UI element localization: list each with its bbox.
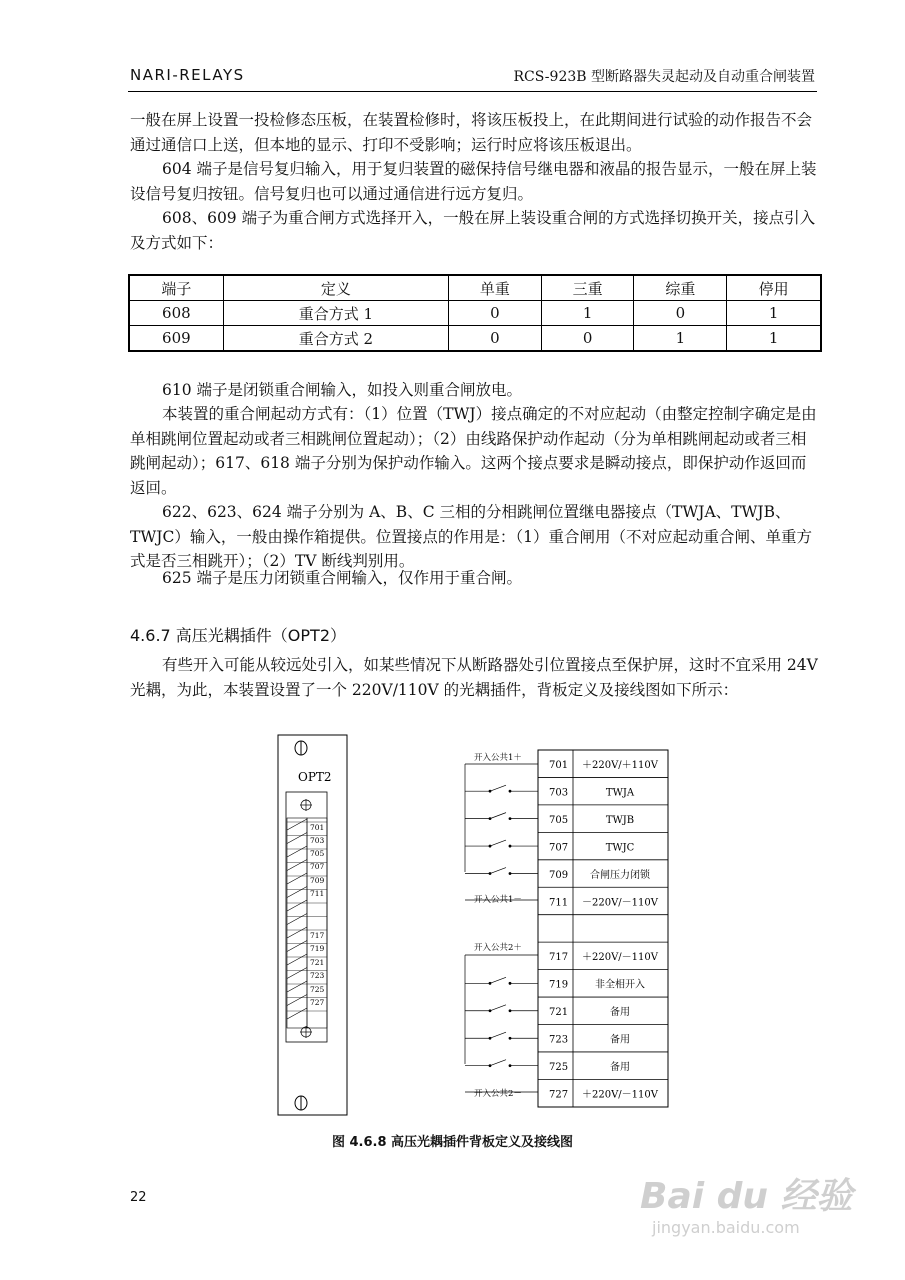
terminal-number: 701 (549, 760, 569, 771)
table-cell: 1 (727, 326, 821, 352)
switch-node (489, 1009, 492, 1012)
terminal-definition: 备用 (610, 1061, 630, 1073)
table-cell: 608 (129, 301, 223, 326)
switch-contact (490, 1005, 506, 1011)
switch-node (509, 790, 512, 793)
switch-contact (490, 813, 506, 819)
wiring-diagram (465, 750, 668, 1107)
terminal-number: 717 (549, 952, 569, 964)
board-terminal-label: 701 (310, 823, 325, 832)
header-title: RCS-923B 型断路器失灵起动及自动重合闸装置 (513, 69, 815, 85)
paragraph-3: 608、609 端子为重合闸方式选择开入，一般在屏上装设重合闸的方式选择切换开关，接点引入及方式如下： (130, 209, 816, 252)
hatch-line (287, 995, 307, 1006)
switch-contact (490, 977, 506, 983)
paragraph-6: 622、623、624 端子分别为 A、B、C 三相的分相跳闸位置继电器接点（TWJA、TWJB、TWJC）输入，一般由操作箱提供。位置接点的作用是：（1）重合闸用（不对应起动重合闸、单重方式是否三相跳开）；（2）TV 断线判别用。 (130, 503, 812, 570)
table-cell: 0 (448, 301, 541, 326)
terminal-definition: ＋220V/－110V (582, 952, 658, 964)
table-cell: 1 (634, 326, 727, 352)
table-header: 停用 (727, 275, 821, 301)
common2-plus-label: 开入公共2＋ (474, 943, 522, 953)
board-terminal-label: 719 (310, 944, 325, 953)
common1-minus-label: 开入公共1－ (474, 895, 522, 905)
board-terminal-label: 725 (310, 985, 325, 994)
watermark-logo: Bai du 经验 (640, 1176, 853, 1217)
terminal-definition: 备用 (610, 1034, 630, 1046)
table-header: 三重 (541, 275, 634, 301)
switch-node (489, 845, 492, 848)
terminal-number: 707 (549, 842, 569, 854)
page-number: 22 (130, 1190, 147, 1205)
hatch-line (287, 846, 307, 857)
screw-icon (295, 741, 307, 755)
terminal-definition: TWJC (605, 842, 635, 854)
switch-node (489, 872, 492, 875)
figure-caption: 图 4.6.8 高压光耦插件背板定义及接线图 (331, 1135, 574, 1150)
terminal-definition: 非全相开入 (595, 979, 645, 991)
screw-icon (295, 1096, 307, 1110)
terminal-definition: 合闸压力闭锁 (590, 869, 650, 881)
table-cell: 重合方式 1 (223, 301, 448, 326)
paragraph-4: 610 端子是闭锁重合闸输入，如投入则重合闸放电。 (162, 381, 523, 399)
paragraph-8: 有些开入可能从较远处引入，如某些情况下从断路器处引位置接点至保护屏，这时不宜采用 24V 光耦，为此，本装置设置了一个 220V/110V 的光耦插件，背板定义及接线图如下所示： (130, 656, 818, 699)
terminal-number: 705 (549, 814, 569, 826)
table-cell: 重合方式 2 (223, 326, 448, 352)
table-header: 单重 (448, 275, 541, 301)
hatch-line (287, 819, 307, 830)
hatch-line (287, 981, 307, 992)
board-terminal-label: 727 (310, 998, 325, 1007)
table-cell: 1 (727, 301, 821, 326)
switch-contact (490, 1060, 506, 1066)
board-terminal-label: 705 (310, 849, 325, 858)
hatch-line (287, 860, 307, 871)
hatch-line (287, 914, 307, 925)
switch-contact (490, 840, 506, 846)
watermark-url: jingyan.baidu.com (652, 1218, 800, 1237)
terminal-definition: TWJA (605, 787, 635, 799)
crosshair-icon (300, 799, 312, 811)
board-label: OPT2 (298, 770, 332, 784)
section-title: 4.6.7 高压光耦插件（OPT2） (130, 626, 346, 645)
switch-node (489, 817, 492, 820)
terminal-definition: ＋220V/＋110V (582, 760, 658, 771)
terminal-number: 709 (549, 869, 569, 881)
switch-node (509, 817, 512, 820)
switch-node (489, 790, 492, 793)
switch-contact (490, 1032, 506, 1038)
board-terminal-label: 723 (310, 971, 325, 980)
board-front (278, 735, 347, 1115)
paragraph-2: 604 端子是信号复归输入，用于复归装置的磁保持信号继电器和液晶的报告显示，一般在屏上装设信号复归按钮。信号复归也可以通过通信进行远方复归。 (130, 160, 817, 203)
board-terminal-label: 709 (310, 876, 325, 885)
paragraph-7: 625 端子是压力闭锁重合闸输入，仅作用于重合闸。 (162, 569, 523, 587)
terminal-number: 723 (549, 1034, 569, 1046)
terminal-definition: 备用 (610, 1007, 630, 1019)
common2-minus-label: 开入公共2－ (474, 1089, 522, 1099)
terminal-number: 711 (549, 897, 569, 909)
paragraph-1: 一般在屏上设置一投检修态压板，在装置检修时，将该压板投上，在此期间进行试验的动作报告不会通过通信口上送，但本地的显示、打印不受影响；运行时应将该压板退出。 (130, 111, 813, 154)
header-brand: NARI-RELAYS (130, 66, 245, 84)
table-cell: 609 (129, 326, 223, 352)
table-cell: 1 (541, 301, 634, 326)
board-terminal-label: 707 (310, 862, 325, 871)
switch-node (509, 845, 512, 848)
terminal-strip (287, 818, 327, 1028)
hatch-line (287, 873, 307, 884)
terminal-definition: ＋220V/－110V (582, 1089, 658, 1101)
switch-contact (490, 785, 506, 791)
terminal-definition: TWJB (605, 814, 635, 826)
switch-node (509, 1009, 512, 1012)
terminal-definition: －220V/－110V (582, 897, 658, 909)
board-terminal-label: 721 (310, 958, 325, 967)
terminal-number: 727 (549, 1089, 569, 1101)
common1-plus-label: 开入公共1＋ (474, 753, 522, 763)
hatch-line (287, 941, 307, 952)
terminal-number: 725 (549, 1061, 569, 1073)
hatch-line (287, 927, 307, 938)
paragraph-5: 本装置的重合闸起动方式有：（1）位置（TWJ）接点确定的不对应起动（由整定控制字确定是由单相跳闸位置起动或者三相跳闸位置起动）；（2）由线路保护动作起动（分为单相跳闸起动或者三相跳闸起动）；617、618 端子分别为保护动作输入。这两个接点要求是瞬动接点，即保护动作返回而返回。 (130, 405, 817, 497)
board-terminal-label: 711 (310, 889, 325, 898)
table-cell: 0 (448, 326, 541, 352)
table-header: 端子 (129, 275, 223, 301)
hatch-line (287, 887, 307, 898)
terminal-number: 703 (549, 787, 569, 799)
switch-node (509, 872, 512, 875)
table-header: 综重 (634, 275, 727, 301)
hatch-line (287, 968, 307, 979)
terminal-number: 719 (549, 979, 569, 991)
table-header: 定义 (223, 275, 448, 301)
switch-node (509, 1064, 512, 1067)
hatch-line (287, 954, 307, 965)
board-terminal-label: 717 (310, 931, 325, 940)
switch-node (489, 1064, 492, 1067)
hatch-line (287, 900, 307, 911)
table-cell: 0 (541, 326, 634, 352)
switch-node (489, 982, 492, 985)
table-cell: 0 (634, 301, 727, 326)
switch-contact (490, 868, 506, 874)
terminal-number: 721 (549, 1007, 569, 1019)
switch-node (509, 982, 512, 985)
switch-node (489, 1037, 492, 1040)
hatch-line (287, 1008, 307, 1019)
hatch-line (287, 833, 307, 844)
board-terminal-label: 703 (310, 836, 325, 845)
switch-node (509, 1037, 512, 1040)
